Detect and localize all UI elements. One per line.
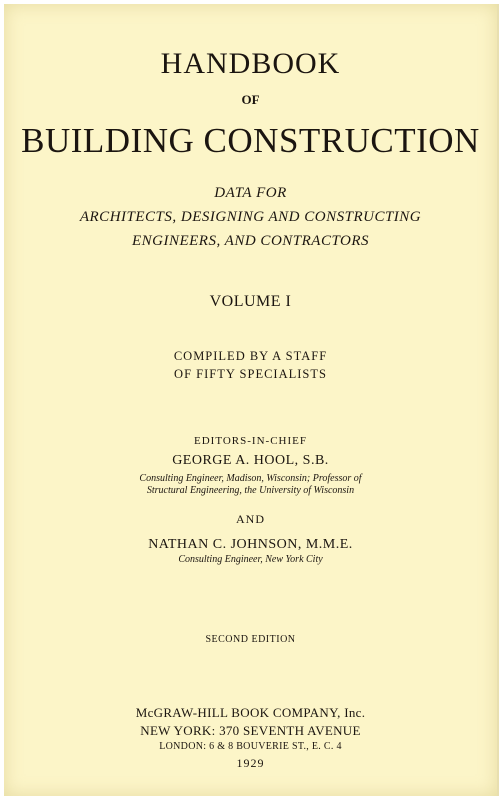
publisher-name: McGRAW-HILL BOOK COMPANY, Inc. xyxy=(135,705,366,720)
editor-1-affiliation-line-1: Consulting Engineer, Madison, Wisconsin; Professor of xyxy=(139,473,362,484)
compiled-by-line-2: OF FIFTY SPECIALISTS xyxy=(174,367,327,381)
editors-heading: EDITORS-IN-CHIEF xyxy=(194,435,307,447)
editor-2-affiliation: Consulting Engineer, New York City xyxy=(178,554,323,565)
editor-2-name: NATHAN C. JOHNSON, M.M.E. xyxy=(148,537,353,552)
editor-1-name: GEORGE A. HOOL, S.B. xyxy=(172,453,329,468)
title-page xyxy=(4,4,499,796)
publisher-address-london: LONDON: 6 & 8 BOUVERIE ST., E. C. 4 xyxy=(159,741,342,752)
compiled-by-line-1: COMPILED BY A STAFF xyxy=(173,349,328,363)
publication-year: 1929 xyxy=(236,756,265,770)
editor-1-affiliation-line-2: Structural Engineering, the University of Wisconsin xyxy=(146,485,355,496)
title-line-2: BUILDING CONSTRUCTION xyxy=(21,121,480,160)
volume-label: VOLUME I xyxy=(209,293,292,310)
subtitle-line-2: ARCHITECTS, DESIGNING AND CONSTRUCTING xyxy=(79,209,422,225)
title-connector: OF xyxy=(241,92,260,107)
subtitle-line-1: DATA FOR xyxy=(214,185,287,201)
and-separator: AND xyxy=(236,512,265,526)
subtitle-line-3: ENGINEERS, AND CONTRACTORS xyxy=(131,233,370,249)
publisher-address-new-york: NEW YORK: 370 SEVENTH AVENUE xyxy=(140,723,361,738)
edition-label: SECOND EDITION xyxy=(205,634,296,645)
title-line-1: HANDBOOK xyxy=(160,47,341,80)
